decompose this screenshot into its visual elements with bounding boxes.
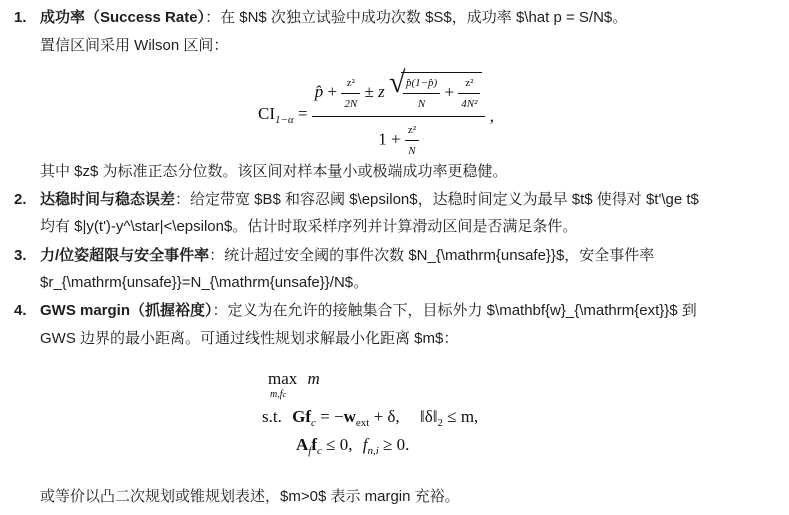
item-4-text-2: GWS 边界的最小距离。可通过线性规划求解最小化距离 $m$：	[40, 330, 459, 347]
opt-constraint-1: s.t. $Gf_c = -w_{ext} + \delta$, $‖\delta‖_2 \le m$,	[262, 407, 479, 429]
item-2-title: 达稳时间与稳态误差	[40, 191, 176, 208]
item-1-text: ：在 $N$ 次独立试验中成功次数 $S$，成功率 $\hat p = S/N$。	[205, 9, 628, 26]
item-1-number: 1.	[14, 9, 27, 26]
item-2-number: 2.	[14, 191, 27, 208]
item-1-text-2: 置信区间采用 Wilson 区间：	[40, 37, 229, 54]
item-2-text: ：给定带宽 $B$ 和容忍阈 $\epsilon$，达稳时间定义为最早 $t$ 使得对 $t'\ge t$	[175, 191, 699, 208]
wilson-fraction: p̂ + $\frac{\text{z²}}{2N}$ ± z √ $\frac{p̂(1-p̂)}{N}$ + $\frac{\text{z²}}{\text{4N²}}$ 1 + $\frac{\text{z²}}{N}$	[312, 72, 486, 161]
item-3-title: 力/位姿超限与安全事件率	[40, 247, 210, 264]
item-3-text-2: $r_{\mathrm{unsafe}}=N_{\mathrm{unsafe}}/N$。	[40, 274, 369, 291]
item-3-text: ：统计超过安全阈的事件次数 $N_{\mathrm{unsafe}}$，安全事件率	[209, 247, 655, 264]
item-1-title: 成功率（Success Rate）	[40, 9, 206, 26]
item-1-text-3: 其中 $z$ 为标准正态分位数。该区间对样本量小或极端成功率更稳健。	[40, 163, 508, 180]
sqrt-symbol: √	[388, 66, 406, 99]
optimization-problem	[262, 368, 478, 462]
item-4-text-3: 或等价以凸二次规划或锥规划表述，$m>0$ 表示 margin 充裕。	[40, 488, 460, 505]
item-3-number: 3.	[14, 247, 27, 264]
item-4-text: ：定义为在允许的接触集合下，目标外力 $\mathbf{w}_{\mathrm{ext}}$ 到	[212, 302, 697, 319]
item-4-number: 4.	[14, 302, 27, 319]
item-2-text-2: 均有 $|y(t')-y^\star|<\epsilon$。估计时取采样序列并计算滑动区间是否满足条件。	[40, 218, 578, 235]
opt-constraint-2: $A_ff_c \le 0$, $f_{n,i} \ge 0$.	[296, 435, 410, 457]
opt-objective: max m m,fc	[268, 369, 320, 400]
wilson-formula: $CI_{1-\alpha}$ = p̂ + $\frac{\text{z²}}{2N}$ ± z √ $\frac{p̂(1-p̂)}{N}$ + $\frac{\text{z²}}{\text{4N²}}$ 1 + $\frac{\text{z²}}{N}$ ,	[258, 72, 494, 161]
item-4-title: GWS margin（抓握裕度）	[40, 302, 213, 319]
